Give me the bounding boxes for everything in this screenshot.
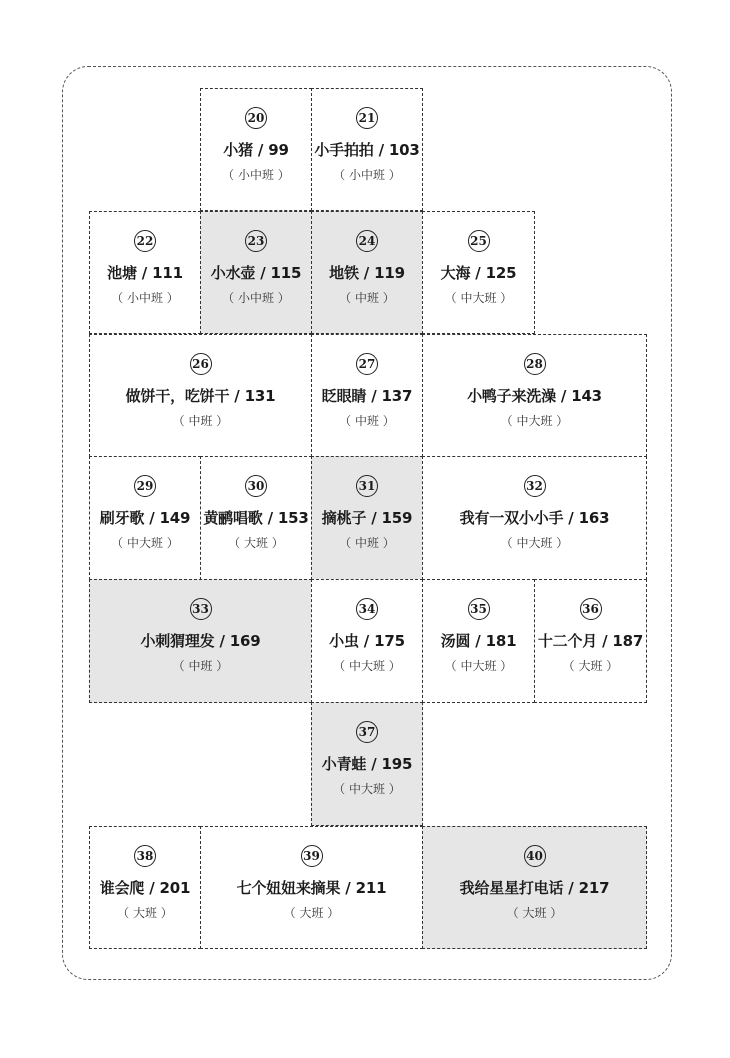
song-grade: （ 大班 ） — [506, 906, 563, 920]
song-grade: （ 大班 ） — [562, 659, 619, 673]
song-grade: （ 大班 ） — [117, 906, 173, 920]
song-grade: （ 中班 ） — [339, 414, 395, 428]
song-cell-26[interactable] — [89, 334, 312, 457]
song-title: 小手拍拍 / 103 — [314, 141, 420, 159]
song-grade: （ 中大班 ） — [500, 536, 569, 550]
song-grade: （ 中班 ） — [172, 659, 229, 673]
song-title: 摘桃子 / 159 — [321, 509, 413, 527]
song-number-badge: 40 — [524, 845, 546, 867]
song-number-badge: 24 — [356, 230, 378, 252]
song-grade: （ 小中班 ） — [333, 168, 401, 182]
song-cell-20[interactable] — [200, 88, 312, 211]
song-title: 我有一双小小手 / 163 — [459, 509, 610, 527]
song-grade: （ 小中班 ） — [222, 168, 290, 182]
song-cell-25[interactable] — [422, 211, 535, 334]
song-cell-31[interactable] — [311, 456, 423, 580]
song-cell-38[interactable] — [89, 826, 201, 949]
song-title: 小猪 / 99 — [223, 141, 289, 159]
song-number-badge: 29 — [134, 475, 156, 497]
song-cell-32[interactable] — [422, 456, 647, 580]
song-grade: （ 大班 ） — [228, 536, 284, 550]
song-number-badge: 26 — [190, 353, 212, 375]
song-cell-23[interactable] — [200, 211, 312, 334]
song-number-badge: 34 — [356, 598, 378, 620]
song-grade: （ 中大班 ） — [444, 291, 513, 305]
song-grade: （ 中大班 ） — [500, 414, 569, 428]
song-cell-28[interactable] — [422, 334, 647, 457]
song-cell-33[interactable] — [89, 579, 312, 703]
song-cell-30[interactable] — [200, 456, 312, 580]
song-number-badge: 28 — [524, 353, 546, 375]
song-title: 眨眼睛 / 137 — [321, 387, 413, 405]
song-title: 我给星星打电话 / 217 — [459, 879, 610, 897]
song-number-badge: 20 — [245, 107, 267, 129]
song-cell-29[interactable] — [89, 456, 201, 580]
song-grade: （ 中班 ） — [339, 291, 395, 305]
song-title: 十二个月 / 187 — [537, 632, 644, 650]
song-cell-36[interactable] — [534, 579, 647, 703]
song-number-badge: 31 — [356, 475, 378, 497]
song-number-badge: 30 — [245, 475, 267, 497]
song-number-badge: 36 — [580, 598, 602, 620]
song-title: 刷牙歌 / 149 — [99, 509, 191, 527]
song-title: 大海 / 125 — [440, 264, 517, 282]
song-number-badge: 33 — [190, 598, 212, 620]
song-title: 地铁 / 119 — [329, 264, 405, 282]
song-cell-34[interactable] — [311, 579, 423, 703]
song-cell-21[interactable] — [311, 88, 423, 211]
song-title: 池塘 / 111 — [107, 264, 183, 282]
song-number-badge: 38 — [134, 845, 156, 867]
song-title: 汤圆 / 181 — [440, 632, 517, 650]
song-number-badge: 35 — [468, 598, 490, 620]
song-title: 小鸭子来洗澡 / 143 — [467, 387, 602, 405]
song-cell-40[interactable] — [422, 826, 647, 949]
song-title: 小虫 / 175 — [329, 632, 405, 650]
song-cell-22[interactable] — [89, 211, 201, 334]
song-number-badge: 25 — [468, 230, 490, 252]
song-number-badge: 21 — [356, 107, 378, 129]
song-number-badge: 27 — [356, 353, 378, 375]
song-cell-24[interactable] — [311, 211, 423, 334]
song-grade: （ 中大班 ） — [333, 782, 401, 796]
song-number-badge: 22 — [134, 230, 156, 252]
song-grade: （ 大班 ） — [283, 906, 340, 920]
song-title: 谁会爬 / 201 — [99, 879, 191, 897]
song-title: 黄鹂唱歌 / 153 — [203, 509, 309, 527]
song-title: 小水壶 / 115 — [210, 264, 302, 282]
song-grade: （ 小中班 ） — [111, 291, 179, 305]
song-grade: （ 小中班 ） — [222, 291, 290, 305]
song-title: 小青蛙 / 195 — [321, 755, 413, 773]
song-cell-37[interactable] — [311, 702, 423, 826]
song-grade: （ 中大班 ） — [333, 659, 401, 673]
song-number-badge: 32 — [524, 475, 546, 497]
song-number-badge: 37 — [356, 721, 378, 743]
song-cell-39[interactable] — [200, 826, 423, 949]
song-number-badge: 39 — [301, 845, 323, 867]
song-number-badge: 23 — [245, 230, 267, 252]
song-grade: （ 中班 ） — [339, 536, 395, 550]
song-title: 做饼干，吃饼干 / 131 — [125, 387, 276, 405]
song-title: 七个妞妞来摘果 / 211 — [236, 879, 387, 897]
song-grade: （ 中大班 ） — [444, 659, 513, 673]
song-cell-35[interactable] — [422, 579, 535, 703]
song-grade: （ 中班 ） — [172, 414, 229, 428]
song-grade: （ 中大班 ） — [111, 536, 179, 550]
song-title: 小刺猬理发 / 169 — [140, 632, 261, 650]
song-cell-27[interactable] — [311, 334, 423, 457]
